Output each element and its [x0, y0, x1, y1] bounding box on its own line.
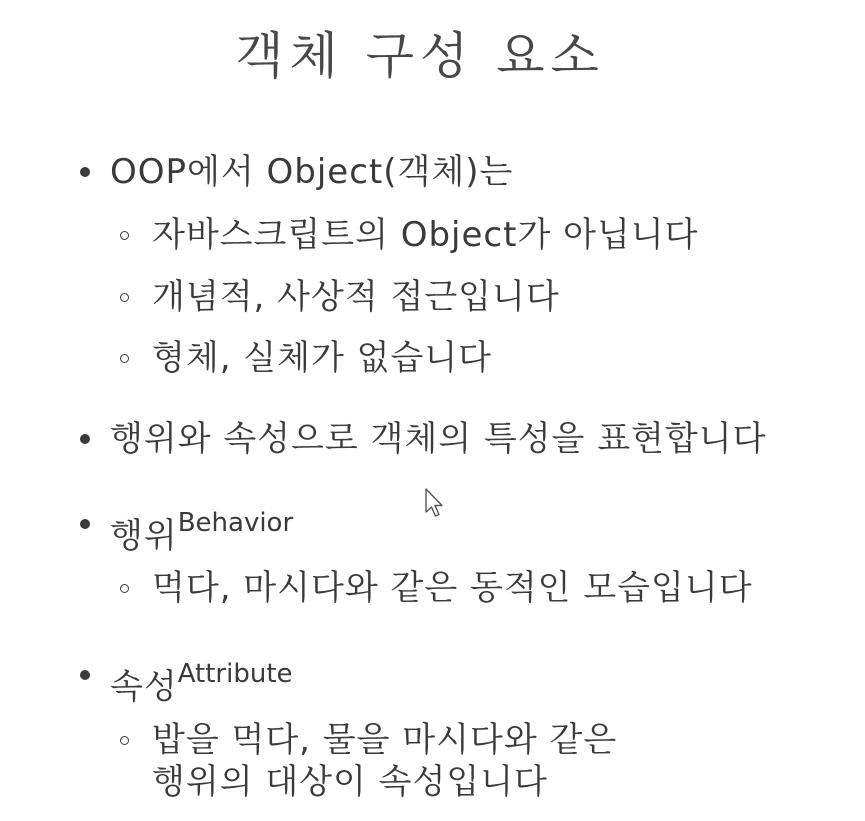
bullet-marker [80, 167, 90, 177]
sub-bullet-not-js-object: 자바스크립트의 Object가 아닙니다 [152, 215, 699, 255]
bullet-marker [80, 519, 90, 529]
bullet-marker [80, 434, 90, 444]
sub-bullet-marker [120, 354, 129, 363]
attribute-label: 속성 [110, 667, 178, 707]
behavior-label: 행위 [110, 516, 178, 556]
sub-bullet-behavior-desc: 먹다, 마시다와 같은 동적인 모습입니다 [152, 568, 753, 608]
sub-bullet-conceptual: 개념적, 사상적 접근입니다 [152, 277, 560, 317]
bullet-oop-object: OOP에서 Object(객체)는 [110, 152, 514, 192]
bullet-behavior-attribute: 행위와 속성으로 객체의 특성을 표현합니다 [110, 419, 767, 459]
slide-title: 객체 구성 요소 [235, 27, 605, 85]
sub-bullet-marker [120, 231, 129, 240]
sub-bullet-marker [120, 736, 129, 745]
sub-bullet-no-form: 형체, 실체가 없습니다 [152, 338, 493, 378]
sub-bullet-marker [120, 584, 129, 593]
behavior-superscript: Behavior [177, 508, 294, 538]
mouse-cursor-icon [424, 488, 446, 520]
attribute-superscript: Attribute [177, 659, 293, 689]
bullet-marker [80, 670, 90, 680]
sub-bullet-attribute-desc-line1: 밥을 먹다, 물을 마시다와 같은 [152, 720, 618, 760]
sub-bullet-attribute-desc-line2: 행위의 대상이 속성입니다 [152, 762, 548, 802]
sub-bullet-marker [120, 293, 129, 302]
bullet-behavior [110, 503, 293, 556]
bullet-attribute [110, 654, 293, 707]
